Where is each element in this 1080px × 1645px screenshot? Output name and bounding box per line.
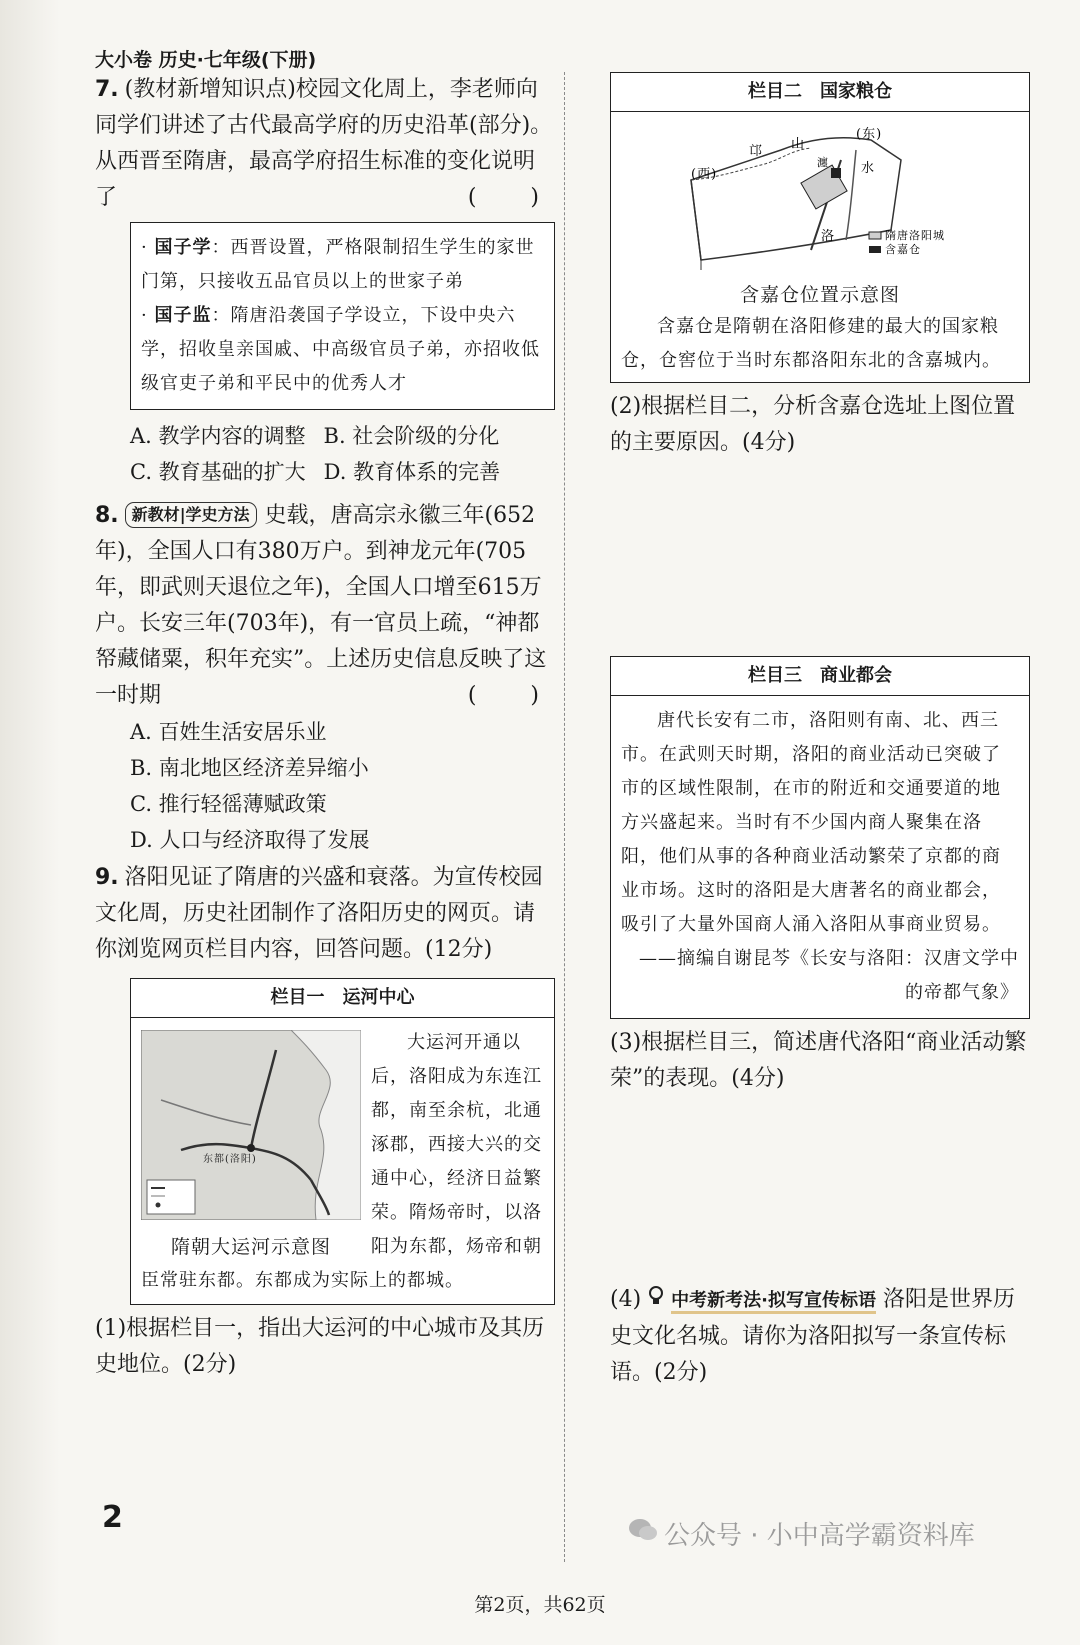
page-info-footer: 第2页，共62页 <box>474 1594 606 1616</box>
panel-1-body <box>131 1018 554 1304</box>
label-east: (东) <box>856 127 883 142</box>
question-9 <box>95 860 555 968</box>
lightbulb-icon <box>648 1287 671 1312</box>
question-7 <box>95 72 555 216</box>
q7-option-b[interactable]: B. 社会阶级的分化 <box>323 424 500 448</box>
legend-hanjia-granary: 含嘉仓 <box>885 243 921 256</box>
right-column <box>610 72 1030 1391</box>
map-label-luoyang: 东都(洛阳) <box>203 1154 257 1165</box>
panel-3-text: 唐代长安有二市，洛阳则有南、北、西三市。在武则天时期，洛阳的商业活动已突破了市的区域性限制，在市的附近和交通要道的地方兴盛起来。当时有不少国内商人聚集在洛阳，他们从事的各种商业活动繁荣了京都的商业市场。这时的洛阳是大唐著名的商业都会，吸引了大量外国商人涌入洛阳从事商业贸易。 <box>621 710 1001 935</box>
question-8-number: 8. <box>95 503 119 528</box>
panel-1-title: 栏目一 运河中心 <box>131 979 554 1018</box>
panel-canal-center <box>130 978 555 1305</box>
sub-question-2: (2)根据栏目二，分析含嘉仓选址上图位置的主要原因。(4分) <box>610 394 1016 455</box>
panel-2-body <box>611 112 1029 382</box>
panel-national-granary <box>610 72 1030 383</box>
label-mang: 邙 <box>749 144 764 159</box>
label-shan: 山 <box>791 137 806 152</box>
column-divider <box>564 72 565 1562</box>
watermark-text: 公众号 · 小中高学霸资料库 <box>664 1521 975 1551</box>
label-luo: 洛 <box>821 229 836 244</box>
material-item-guozixue: · 国子学：西晋设置，严格限制招生学生的家世门第，只接收五品官员以上的世家子弟 <box>141 237 535 292</box>
label-shui: 水 <box>861 161 876 176</box>
sub-question-1: (1)根据栏目一，指出大运河的中心城市及其历史地位。(2分) <box>95 1316 545 1377</box>
grand-canal-map <box>141 1030 361 1258</box>
panel-3-source: ——摘编自谢昆芩《长安与洛阳：汉唐文学中的帝都气象》 <box>639 948 1019 1003</box>
material-label-guozijian: 国子监 <box>154 305 212 326</box>
question-7-number: 7. <box>95 77 119 102</box>
watermark <box>628 1515 975 1552</box>
grand-canal-map-svg <box>141 1030 361 1220</box>
panel-commercial-metropolis <box>610 656 1030 1019</box>
q8-option-d[interactable]: D. 人口与经济取得了发展 <box>130 828 370 852</box>
material-text-guozijian: ：隋唐沿袭国子学设立，下设中央六学，招收皇亲国戚、中高级官员子弟，亦招收低级官吏子弟和平民中的优秀人才 <box>141 305 540 394</box>
q7-option-c[interactable]: C. 教育基础的扩大 <box>130 460 306 484</box>
panel-3-body <box>611 696 1029 1018</box>
luoyang-marker <box>247 1144 255 1152</box>
material-label-guozixue: 国子学 <box>154 237 212 258</box>
q7-option-d[interactable]: D. 教育体系的完善 <box>323 460 501 484</box>
panel-1-text: 大运河开通以后，洛阳成为东连江都，南至余杭，北通涿郡，西接大兴的交通中心，经济日益繁荣。隋炀帝时，以洛阳为东都，炀帝和朝臣常驻东都。东都成为实际上的都城。 <box>141 1032 542 1291</box>
question-7-blank: ( ) <box>467 185 555 210</box>
q8-option-c[interactable]: C. 推行轻徭薄赋政策 <box>130 792 327 816</box>
tag-new-textbook: 新教材|学史方法 <box>125 502 257 528</box>
question-8-stem: 史载，唐高宗永徽三年(652年)，全国人口有380万户。到神龙元年(705年，即武则天退位之年)，全国人口增至615万户。长安三年(703年)，有一官员上疏，“神都帑藏储粟，积年充实”。上述历史信息反映了这一时期 <box>95 503 547 708</box>
question-8-options <box>130 714 555 858</box>
question-8-blank: ( ) <box>467 683 555 708</box>
question-7-material-box <box>130 222 555 410</box>
wechat-icon <box>628 1517 658 1550</box>
material-text-guozixue: ：西晋设置，严格限制招生学生的家世门第，只接收五品官员以上的世家子弟 <box>141 237 535 292</box>
question-7-stem: (教材新增知识点)校园文化周上，李老师向同学们讲述了古代最高学府的历史沿革(部分)。从西晋至隋唐，最高学府招生标准的变化说明了 <box>95 77 553 210</box>
sub-question-3: (3)根据栏目三，简述唐代洛阳“商业活动繁荣”的表现。(4分) <box>610 1030 1027 1091</box>
question-9-stem: 洛阳见证了隋唐的兴盛和衰落。为宣传校园文化周，历史社团制作了洛阳历史的网页。请你浏览网页栏目内容，回答问题。(12分) <box>95 865 543 962</box>
sub-question-4-prefix: (4) <box>610 1287 642 1312</box>
sub-question-4-text: 洛阳是世界历史文化名城。请你为洛阳拟写一条宣传标语。(2分) <box>610 1287 1016 1385</box>
panel-3-title: 栏目三 商业都会 <box>611 657 1029 696</box>
label-chan: 瀍 <box>817 156 829 169</box>
map-caption-hanjia: 含嘉仓位置示意图 <box>739 284 900 306</box>
panel-2-title: 栏目二 国家粮仓 <box>611 73 1029 112</box>
hanjia-granary-map <box>621 120 1017 270</box>
running-head: 大小卷 历史·七年级(下册) <box>95 49 317 71</box>
question-7-options <box>130 418 555 490</box>
page-edge-shadow <box>0 0 60 1645</box>
hanjia-granary-marker <box>831 168 841 178</box>
material-item-guozijian: · 国子监：隋唐沿袭国子学设立，下设中央六学，招收皇亲国戚、中高级官员子弟，亦招收低级官吏子弟和平民中的优秀人才 <box>141 305 540 394</box>
q7-option-a[interactable]: A. 教学内容的调整 <box>130 424 306 448</box>
sub-question-4-badge: 中考新考法·拟写宣传标语 <box>671 1290 876 1314</box>
page-number: 2 <box>102 1500 123 1535</box>
map-caption-grand-canal: 隋朝大运河示意图 <box>170 1236 331 1258</box>
left-column <box>95 72 555 1383</box>
q8-option-a[interactable]: A. 百姓生活安居乐业 <box>130 720 327 744</box>
legend-luoyang-city: 隋唐洛阳城 <box>885 229 945 242</box>
question-8 <box>95 498 555 714</box>
q8-option-b[interactable]: B. 南北地区经济差异缩小 <box>130 756 369 780</box>
question-9-number: 9. <box>95 865 119 890</box>
label-west: (西) <box>691 167 718 182</box>
sub-question-4 <box>610 1282 1030 1391</box>
panel-2-text: 含嘉仓是隋朝在洛阳修建的最大的国家粮仓，仓窖位于当时东都洛阳东北的含嘉城内。 <box>621 316 1001 371</box>
